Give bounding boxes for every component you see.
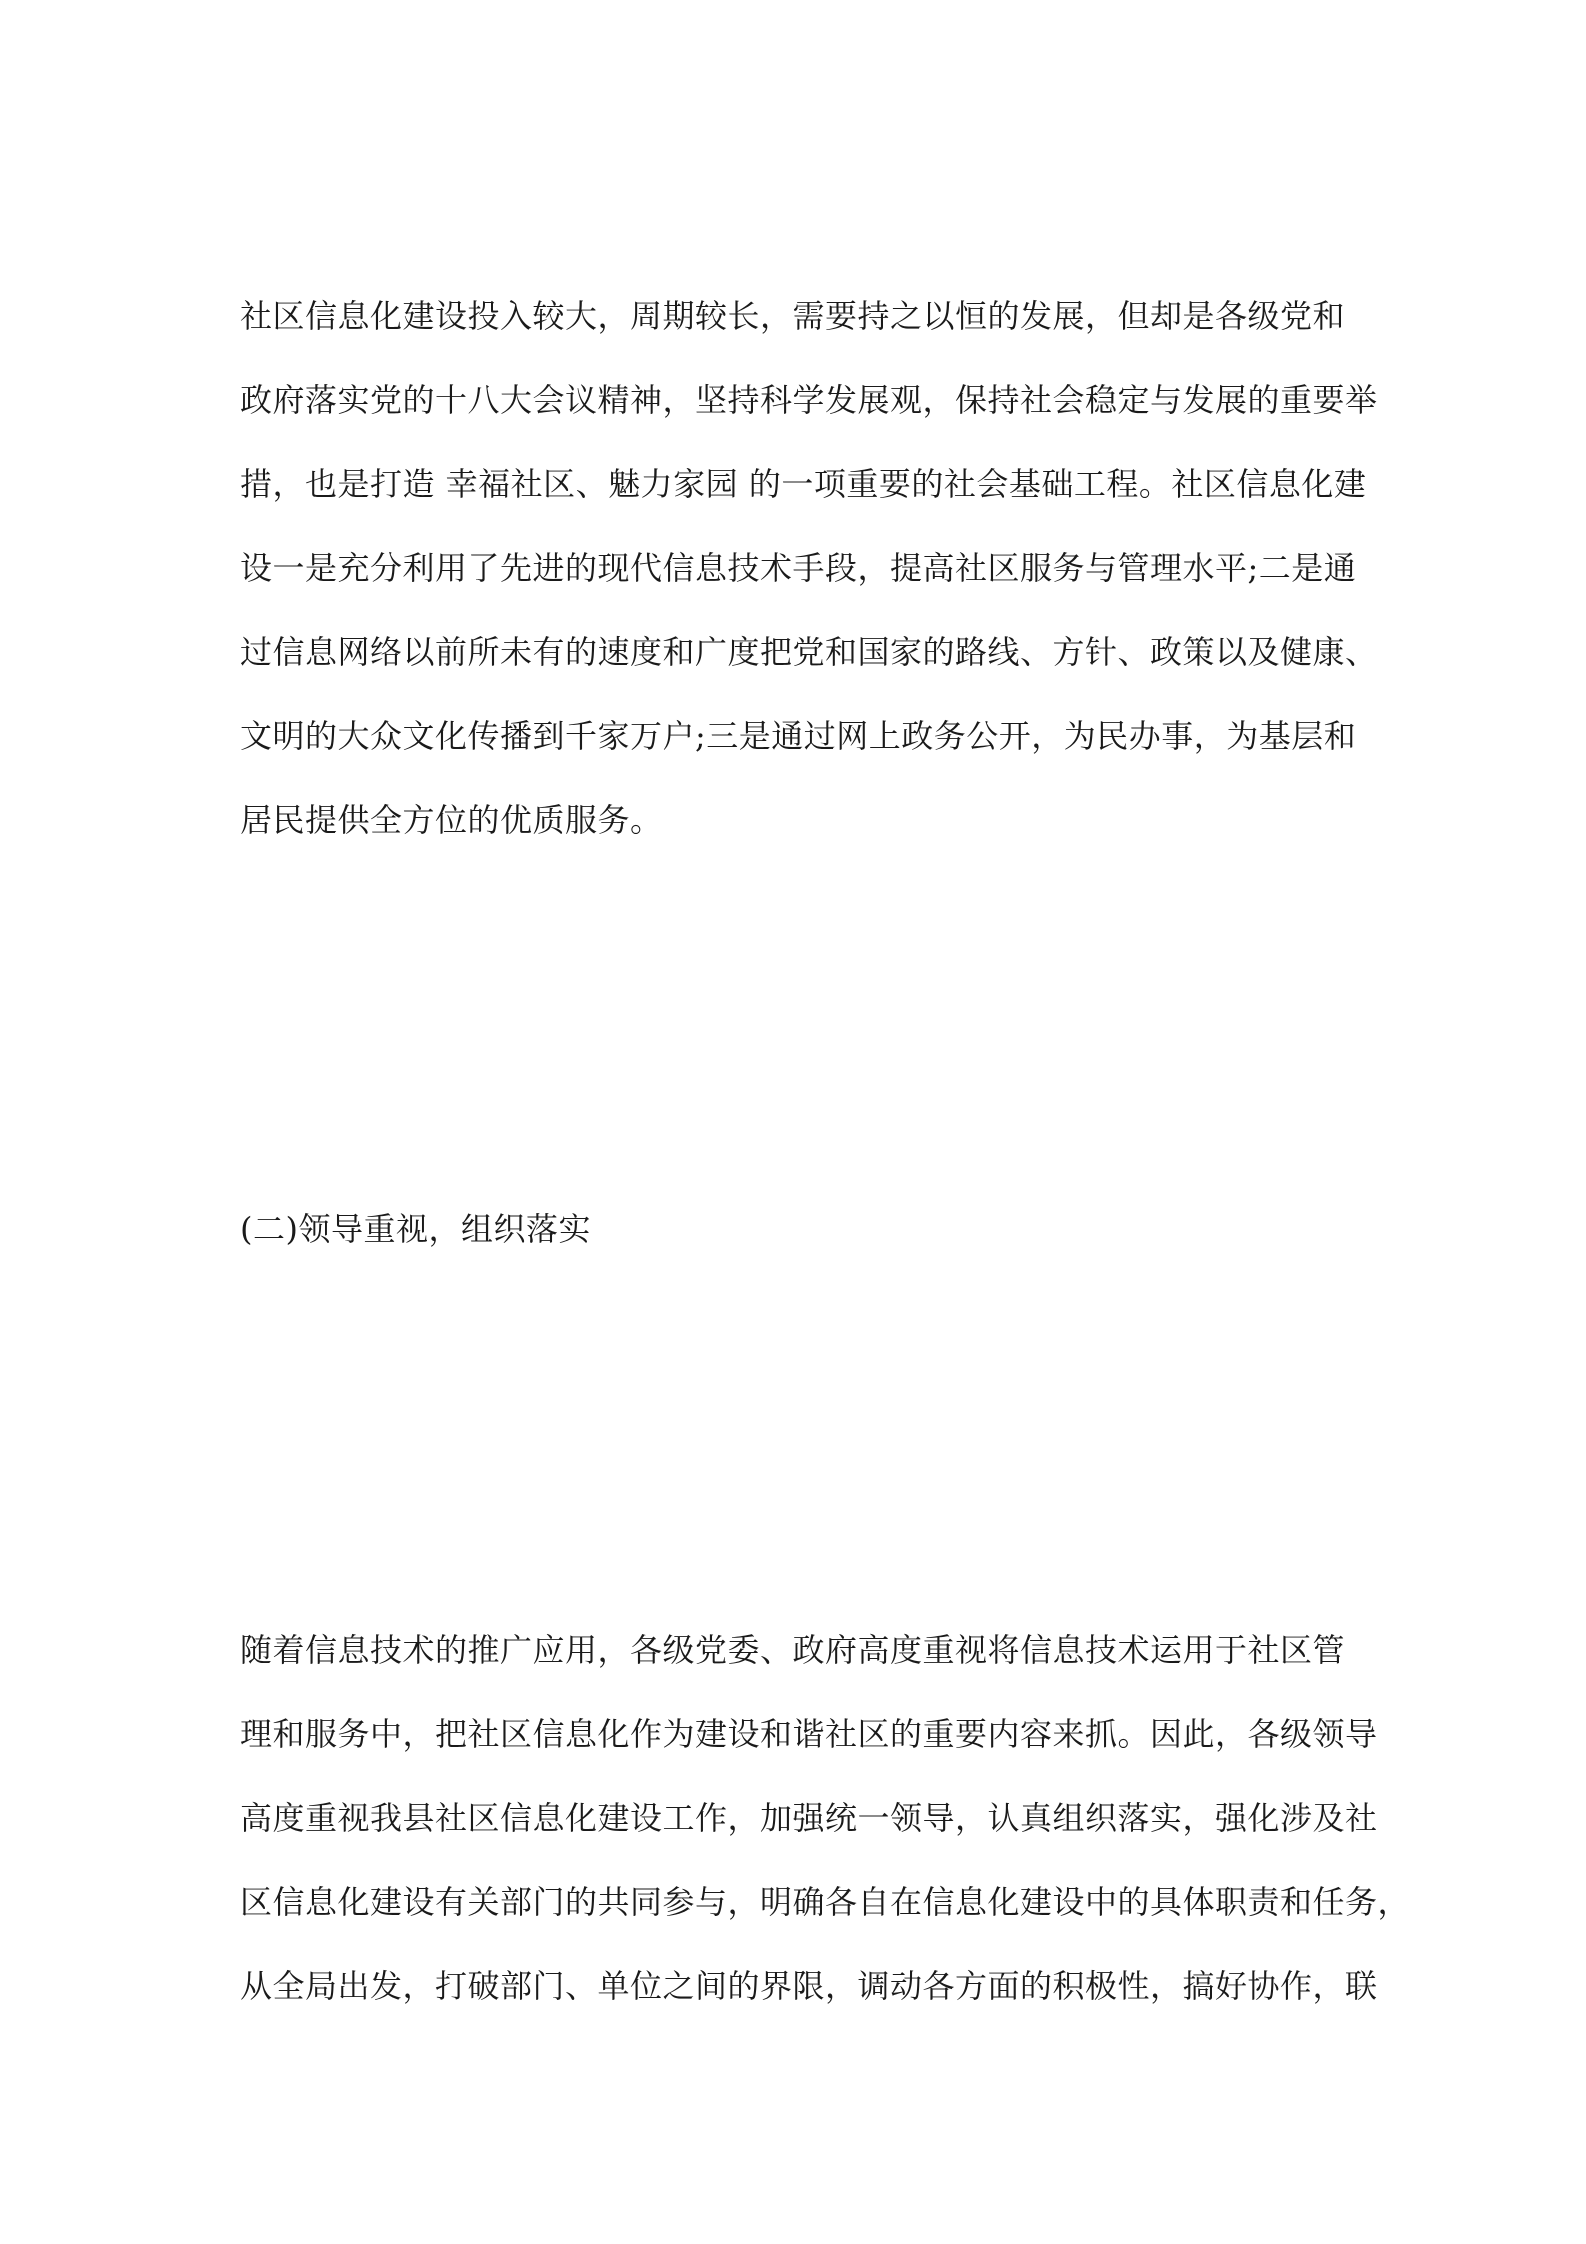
paragraph-line: 措，也是打造 幸福社区、魅力家园 的一项重要的社会基础工程。社区信息化建 [240,465,1367,503]
section-heading: (二)领导重视，组织落实 [240,1210,591,1248]
paragraph-line: 理和服务中，把社区信息化作为建设和谐社区的重要内容来抓。因此，各级领导 [240,1715,1378,1753]
paragraph-line: 文明的大众文化传播到千家万户;三是通过网上政务公开，为民办事，为基层和 [240,717,1357,755]
paragraph-line: 从全局出发，打破部门、单位之间的界限，调动各方面的积极性，搞好协作，联 [240,1967,1378,2005]
paragraph-line: 政府落实党的十八大会议精神，坚持科学发展观，保持社会稳定与发展的重要举 [240,381,1378,419]
paragraph-line: 过信息网络以前所未有的速度和广度把党和国家的路线、方针、政策以及健康、 [240,633,1378,671]
paragraph-line: 高度重视我县社区信息化建设工作，加强统一领导，认真组织落实，强化涉及社 [240,1799,1378,1837]
paragraph-line: 区信息化建设有关部门的共同参与，明确各自在信息化建设中的具体职责和任务， [240,1883,1411,1921]
paragraph-line: 随着信息技术的推广应用，各级党委、政府高度重视将信息技术运用于社区管 [240,1631,1346,1669]
paragraph-line: 社区信息化建设投入较大，周期较长，需要持之以恒的发展，但却是各级党和 [240,297,1346,335]
paragraph-line: 居民提供全方位的优质服务。 [240,801,663,839]
paragraph-line: 设一是充分利用了先进的现代信息技术手段，提高社区服务与管理水平;二是通 [240,549,1357,587]
